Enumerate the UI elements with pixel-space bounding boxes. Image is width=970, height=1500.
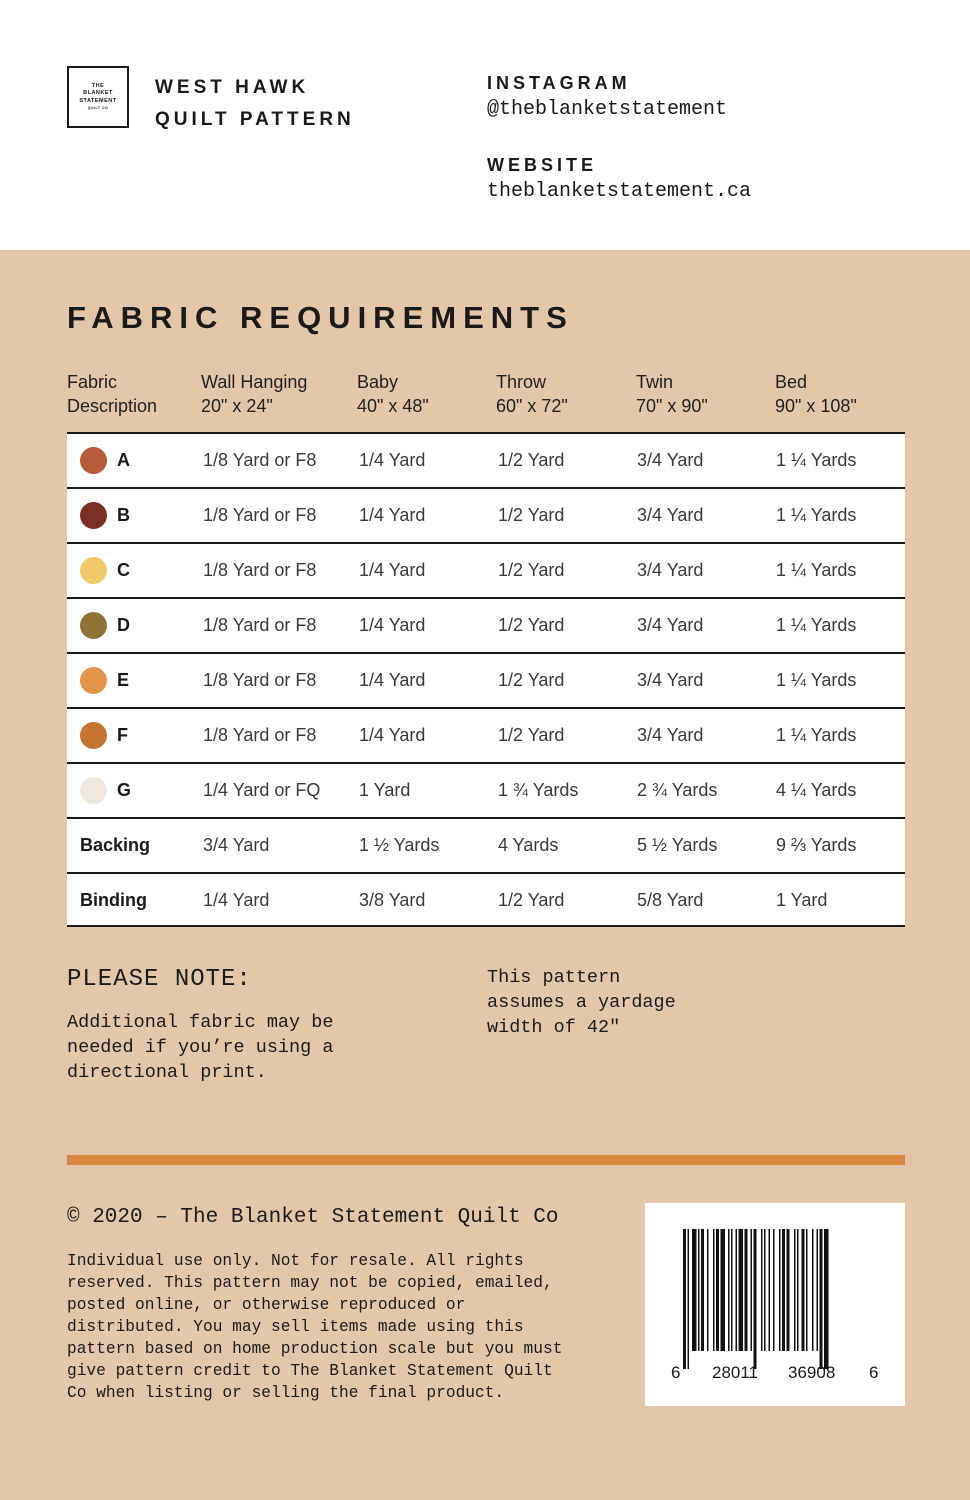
- column-size: Description: [67, 396, 158, 416]
- yardage-cell: 1/4 Yard: [359, 670, 426, 690]
- fabric-label: D: [117, 615, 130, 635]
- table-row: [67, 707, 905, 762]
- yardage-cell: 5/8 Yard: [637, 890, 704, 910]
- yardage-cell: 1/2 Yard: [498, 615, 565, 635]
- yardage-cell: 1/2 Yard: [498, 560, 565, 580]
- yardage-cell: 1 ¼ Yards: [776, 505, 857, 525]
- barcode-digit: 6: [671, 1363, 681, 1382]
- yardage-cell: 1 ¼ Yards: [776, 450, 857, 470]
- barcode-bar: [701, 1229, 704, 1351]
- barcode-bar: [745, 1229, 748, 1351]
- barcode-bar: [721, 1229, 726, 1351]
- yardage-cell: 1/8 Yard or F8: [203, 725, 317, 745]
- yardage-cell: 1/2 Yard: [498, 670, 565, 690]
- yardage-cell: 3/8 Yard: [359, 890, 426, 910]
- website-url[interactable]: theblanketstatement.ca: [487, 180, 752, 203]
- barcode-bar: [812, 1229, 814, 1351]
- column-size: 40" x 48": [357, 396, 429, 416]
- column-size: 70" x 90": [636, 396, 708, 416]
- column-name: Baby: [357, 372, 399, 392]
- barcode-bar: [761, 1229, 763, 1351]
- column-name: Bed: [775, 372, 808, 392]
- fabric-label: A: [117, 450, 130, 470]
- barcode-bar: [802, 1229, 805, 1351]
- table-row: [67, 652, 905, 707]
- yardage-cell: 1 Yard: [776, 890, 828, 910]
- yardage-cell: 1/8 Yard or F8: [203, 560, 317, 580]
- yardage-cell: 1 ¾ Yards: [498, 780, 579, 800]
- barcode-bar: [794, 1229, 796, 1351]
- yardage-cell: 3/4 Yard: [637, 450, 704, 470]
- fabric-label: E: [117, 670, 130, 690]
- yardage-note: This pattern assumes a yardage width of 42": [487, 967, 676, 1038]
- yardage-cell: 2 ¾ Yards: [637, 780, 718, 800]
- copyright: © 2020 – The Blanket Statement Quilt Co: [67, 1206, 559, 1229]
- instagram-label: INSTAGRAM: [487, 73, 631, 93]
- yardage-cell: 1/4 Yard: [359, 615, 426, 635]
- brand-logo: [67, 66, 129, 128]
- yardage-cell: 1/4 Yard or FQ: [203, 780, 321, 800]
- column-header-fabric: [67, 370, 157, 418]
- fabric-label: B: [117, 505, 130, 525]
- website-block: [487, 152, 751, 206]
- fabric-cell: [80, 434, 130, 487]
- logo-line: BLANKET: [83, 90, 113, 97]
- yardage-cell: 5 ½ Yards: [637, 835, 718, 855]
- yardage-cell: 3/4 Yard: [637, 560, 704, 580]
- yardage-cell: 1 Yard: [359, 780, 411, 800]
- barcode-digits: [645, 1363, 905, 1385]
- legal-text: Individual use only. Not for resale. All rights reserved. This pattern may not be copied, emailed, posted online, or otherwise reproduced or distributed. You may sell items made using this pattern based on home production scale but you must give pattern credit to The Blanket Statement Quilt Co when listing or selling the final product.: [67, 1252, 563, 1402]
- accent-divider: [67, 1155, 905, 1165]
- yardage-cell: 1/2 Yard: [498, 450, 565, 470]
- barcode-bar: [731, 1229, 733, 1351]
- yardage-cell: 1/2 Yard: [498, 505, 565, 525]
- fabric-cell: [80, 819, 150, 872]
- barcode-bar: [728, 1229, 730, 1351]
- yardage-cell: 1/4 Yard: [359, 725, 426, 745]
- fabric-swatch: [80, 557, 107, 584]
- yardage-cell: 1/8 Yard or F8: [203, 615, 317, 635]
- barcode-bar: [782, 1229, 785, 1351]
- barcode-bar: [754, 1229, 757, 1369]
- yardage-cell: 1 ¼ Yards: [776, 615, 857, 635]
- fabric-requirements-table: [67, 432, 905, 927]
- column-size: 60" x 72": [496, 396, 568, 416]
- logo-line: THE: [91, 82, 105, 89]
- fabric-cell: [80, 874, 147, 927]
- column-header-baby: [357, 370, 429, 418]
- yardage-cell: 1/8 Yard or F8: [203, 505, 317, 525]
- column-name: Twin: [636, 372, 674, 392]
- fabric-label: G: [117, 780, 132, 800]
- barcode-bars: [681, 1229, 871, 1369]
- barcode-bar: [698, 1229, 700, 1351]
- table-row: [67, 432, 905, 487]
- barcode-bar: [751, 1229, 753, 1351]
- note-body: Additional fabric may be needed if you’re using a directional print.: [67, 1012, 334, 1083]
- barcode-bar: [779, 1229, 781, 1351]
- fabric-label: F: [117, 725, 128, 745]
- barcode-digit: 28011: [712, 1363, 759, 1382]
- barcode: [645, 1203, 905, 1406]
- table-row: [67, 762, 905, 817]
- yardage-cell: 3/4 Yard: [637, 670, 704, 690]
- barcode-bar: [824, 1229, 829, 1369]
- fabric-cell: [80, 599, 130, 652]
- fabric-label: Backing: [80, 835, 151, 855]
- yardage-cell: 1 ¼ Yards: [776, 725, 857, 745]
- barcode-bar: [713, 1229, 715, 1351]
- fabric-swatch: [80, 722, 107, 749]
- pattern-name: [155, 72, 355, 136]
- yardage-cell: 3/4 Yard: [203, 835, 270, 855]
- website-label: WEBSITE: [487, 155, 598, 175]
- barcode-digit: 6: [869, 1363, 879, 1382]
- table-row: [67, 872, 905, 927]
- section-title: FABRIC REQUIREMENTS: [67, 300, 574, 335]
- table-row: [67, 542, 905, 597]
- instagram-handle[interactable]: @theblanketstatement: [487, 98, 728, 121]
- yardage-cell: 1 ½ Yards: [359, 835, 440, 855]
- barcode-bar: [707, 1229, 709, 1351]
- fabric-swatch: [80, 667, 107, 694]
- barcode-bar: [787, 1229, 790, 1351]
- column-name: Throw: [496, 372, 547, 392]
- brand-line-2: QUILT PATTERN: [155, 109, 355, 130]
- instagram-block: [487, 70, 727, 124]
- yardage-cell: 1 ¼ Yards: [776, 560, 857, 580]
- barcode-bar: [716, 1229, 719, 1351]
- column-name: Wall Hanging: [201, 372, 308, 392]
- fabric-cell: [80, 709, 128, 762]
- fabric-cell: [80, 654, 129, 707]
- yardage-cell: 4 ¼ Yards: [776, 780, 857, 800]
- note-title: PLEASE NOTE:: [67, 966, 252, 993]
- column-header-wall-hanging: [201, 370, 307, 418]
- barcode-bar: [797, 1229, 799, 1351]
- barcode-bar: [683, 1229, 686, 1369]
- fabric-swatch: [80, 777, 107, 804]
- barcode-bar: [773, 1229, 775, 1351]
- yardage-cell: 1/2 Yard: [498, 725, 565, 745]
- barcode-bar: [764, 1229, 766, 1351]
- yardage-cell: 3/4 Yard: [637, 505, 704, 525]
- fabric-label: C: [117, 560, 130, 580]
- barcode-bar: [820, 1229, 823, 1369]
- barcode-bar: [688, 1229, 690, 1369]
- fabric-swatch: [80, 447, 107, 474]
- yardage-cell: 3/4 Yard: [637, 615, 704, 635]
- yardage-cell: 4 Yards: [498, 835, 559, 855]
- column-header-bed: [775, 370, 857, 418]
- table-row: [67, 487, 905, 542]
- fabric-label: Binding: [80, 890, 147, 910]
- barcode-bar: [769, 1229, 771, 1351]
- table-row: [67, 597, 905, 652]
- fabric-cell: [80, 764, 131, 817]
- logo-line: QUILT CO: [87, 106, 109, 111]
- column-size: 20" x 24": [201, 396, 273, 416]
- column-size: 90" x 108": [775, 396, 857, 416]
- table-row: [67, 817, 905, 872]
- barcode-bar: [806, 1229, 808, 1351]
- yardage-cell: 1/2 Yard: [498, 890, 565, 910]
- yardage-cell: 1/8 Yard or F8: [203, 670, 317, 690]
- yardage-cell: 1/4 Yard: [359, 560, 426, 580]
- yardage-cell: 1 ¼ Yards: [776, 670, 857, 690]
- barcode-bar: [817, 1229, 819, 1351]
- logo-line: STATEMENT: [79, 97, 117, 104]
- column-name: Fabric: [67, 372, 118, 392]
- barcode-bar: [692, 1229, 697, 1351]
- yardage-cell: 1/4 Yard: [203, 890, 270, 910]
- column-header-throw: [496, 370, 568, 418]
- fabric-cell: [80, 544, 130, 597]
- brand-line-1: WEST HAWK: [155, 77, 310, 98]
- fabric-swatch: [80, 612, 107, 639]
- yardage-cell: 9 ⅔ Yards: [776, 835, 857, 855]
- fabric-swatch: [80, 502, 107, 529]
- yardage-cell: 1/8 Yard or F8: [203, 450, 317, 470]
- column-header-twin: [636, 370, 708, 418]
- yardage-cell: 1/4 Yard: [359, 505, 426, 525]
- header: [0, 0, 970, 250]
- fabric-cell: [80, 489, 130, 542]
- barcode-bar: [739, 1229, 744, 1351]
- yardage-cell: 1/4 Yard: [359, 450, 426, 470]
- yardage-cell: 3/4 Yard: [637, 725, 704, 745]
- barcode-bar: [736, 1229, 738, 1351]
- barcode-digit: 36908: [788, 1363, 836, 1382]
